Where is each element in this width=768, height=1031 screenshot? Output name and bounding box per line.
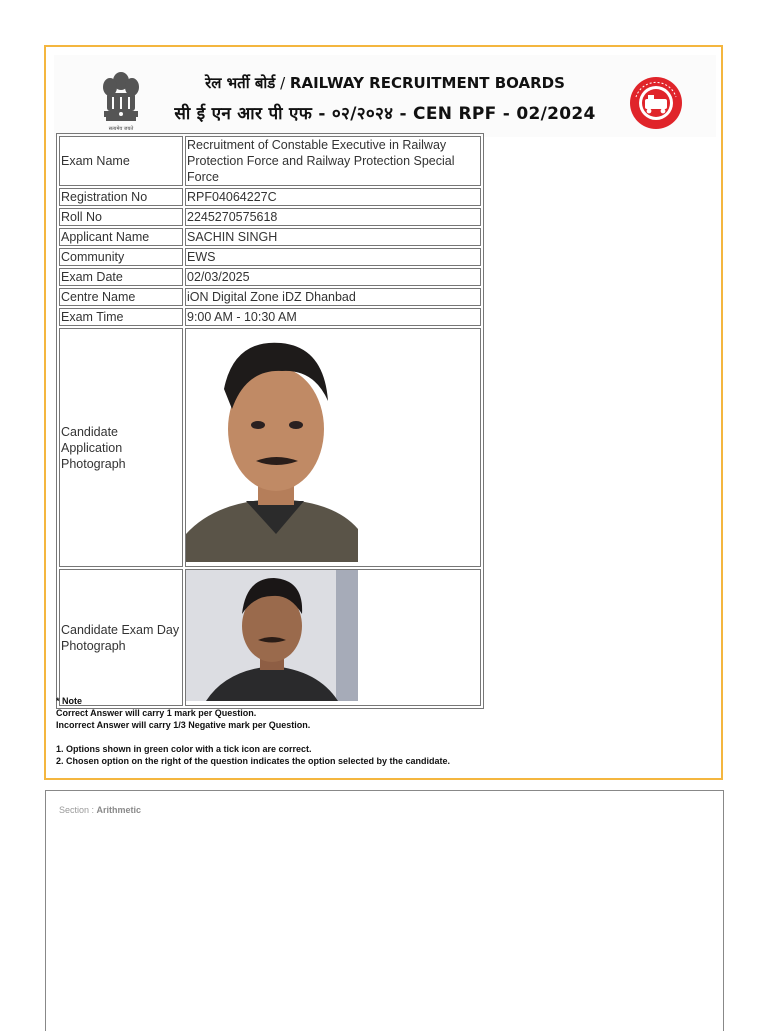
note-line: Correct Answer will carry 1 mark per Question. (56, 708, 257, 718)
table-row (59, 248, 481, 266)
application-photo-label: Candidate Application Photograph (59, 328, 183, 567)
row-value: 02/03/2025 (185, 268, 481, 286)
note-line: 2. Chosen option on the right of the question indicates the option selected by the candidate. (56, 756, 451, 766)
section-name: Arithmetic (96, 805, 142, 815)
row-label: Roll No (59, 208, 183, 226)
row-label: Exam Time (59, 308, 183, 326)
row-value: SACHIN SINGH (185, 228, 481, 246)
row-value: 9:00 AM - 10:30 AM (185, 308, 481, 326)
row-label: Centre Name (59, 288, 183, 306)
table-row (59, 136, 481, 186)
row-label: Applicant Name (59, 228, 183, 246)
response-sheet-card (44, 45, 723, 780)
note-heading: * Note (56, 696, 83, 706)
row-value: EWS (185, 248, 481, 266)
table-row (59, 188, 481, 206)
application-photograph (186, 329, 358, 562)
application-photo-cell (185, 328, 481, 567)
row-value: iON Digital Zone iDZ Dhanbad (185, 288, 481, 306)
title-hindi: रेल भर्ती बोर्ड (205, 74, 276, 92)
note-line: 1. Options shown in green color with a tick icon are correct. (56, 744, 312, 754)
row-value: 2245270575618 (185, 208, 481, 226)
table-row (59, 228, 481, 246)
note-spacer (56, 731, 450, 743)
table-row (59, 328, 481, 567)
row-label: Registration No (59, 188, 183, 206)
page-title (54, 73, 716, 93)
section-prefix: Section : (59, 805, 97, 815)
emblem-caption: सत्यमेव जयते (108, 126, 134, 132)
title-separator: / (275, 74, 290, 92)
table-row (59, 288, 481, 306)
note-block (56, 695, 450, 767)
table-row (59, 569, 481, 706)
header (54, 55, 716, 137)
title-english: RAILWAY RECRUITMENT BOARDS (289, 74, 565, 92)
table-row (59, 268, 481, 286)
exam-day-photo-cell (185, 569, 481, 706)
row-label: Community (59, 248, 183, 266)
table-row (59, 308, 481, 326)
exam-day-photograph (186, 570, 358, 701)
row-label: Exam Name (59, 136, 183, 186)
indian-railways-logo-icon (628, 75, 684, 131)
candidate-details-table (56, 133, 484, 709)
exam-code-subtitle: सी ई एन आर पी एफ - ०२/२०२४ - CEN RPF - 02/2024 (174, 104, 596, 124)
section-panel (45, 790, 724, 1031)
exam-day-photo-label: Candidate Exam Day Photograph (59, 569, 183, 706)
row-value: Recruitment of Constable Executive in Railway Protection Force and Railway Protection Special Force (185, 136, 481, 186)
row-value: RPF04064227C (185, 188, 481, 206)
row-label: Exam Date (59, 268, 183, 286)
table-row (59, 208, 481, 226)
section-label (59, 805, 141, 815)
note-line: Incorrect Answer will carry 1/3 Negative mark per Question. (56, 720, 311, 730)
